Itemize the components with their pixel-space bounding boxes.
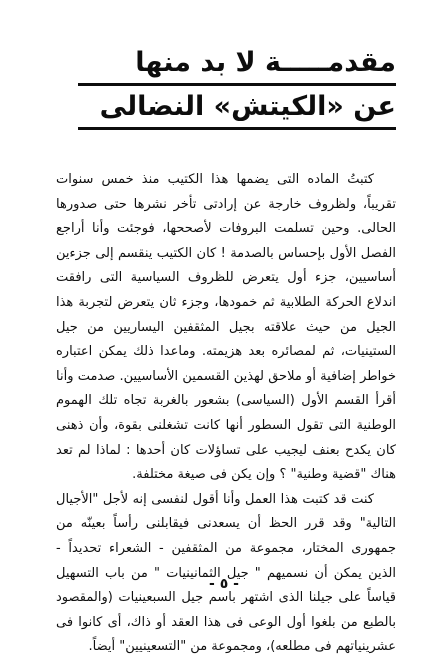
page-number: - ٥ - [209, 576, 239, 592]
title-line-1: مقدمـــــة لا بد منها [135, 47, 396, 78]
chapter-title [76, 44, 396, 132]
title-underline [78, 127, 396, 130]
paragraph-2: كنت قد كتبت هذا العمل وأنا أقول لنفسى إنه لأجل "الأجيال التالية" وقد قرر الحظ أن يسعدنى فيقابلنى رأساً بعينّه من جمهورى المختار، مجموعة من المثقفين - الشعراء تحديداً - الذين يمكن أن نسميهم " جيل الثمانينيات " من باب التسهيل قياساً على جيلنا الذى اشتهر باسم جيل السبعينيات (والمقصود بالطبع من بلغوا أول الوعى فى هذا العقد أو ذاك، أى كانوا فى عشرينياتهم فى مطلعه)، ومجموعة من "التسعينيين" أيضاً. [56, 491, 396, 655]
title-line-2: عن «الكيتش» النضالى [99, 91, 396, 122]
paragraph-1: كتبتُ الماده التى يضمها هذا الكتيب منذ خمس سنوات تقريباً، ولظروف خارجة عن إرادتى تأخر نشرها حتى صدورها الحالى. وحين تسلمت البروفات لأصححها، فوجئت وأنا أراجع الفصل الأول بإحساس بالصدمة ! كان الكتيب ينقسم إلى جزءين أساسيين، جزء أول يتعرض للظروف السياسية التى رافقت اندلاع الحركة الطلابية ثم خمودها، وجزء ثان يتعرض لتجربة هذا الجيل من حيث علاقته بجيل المثقفين اليساريين من جيل الستينيات، ثم لمصائره بعد هزيمته. وماعدا ذلك يمكن اعتباره خواطر إضافية أو ملاحق لهذين القسمين الأساسيين. صدمت وأنا أقرأ القسم الأول (السياسى) بشعور بالغربة تجاه تلك الهموم الوطنية التى تقول السطور أنها كانت تشغلنى بقوة، وأن ذهنى كان يكدح بعنف ليجيب على تساؤلات كان أحدها : لماذا لم تعد هناك "قضية وطنية" ؟ وإن يكن فى صيغة مختلفة. [56, 172, 396, 483]
title-underline [78, 83, 396, 86]
